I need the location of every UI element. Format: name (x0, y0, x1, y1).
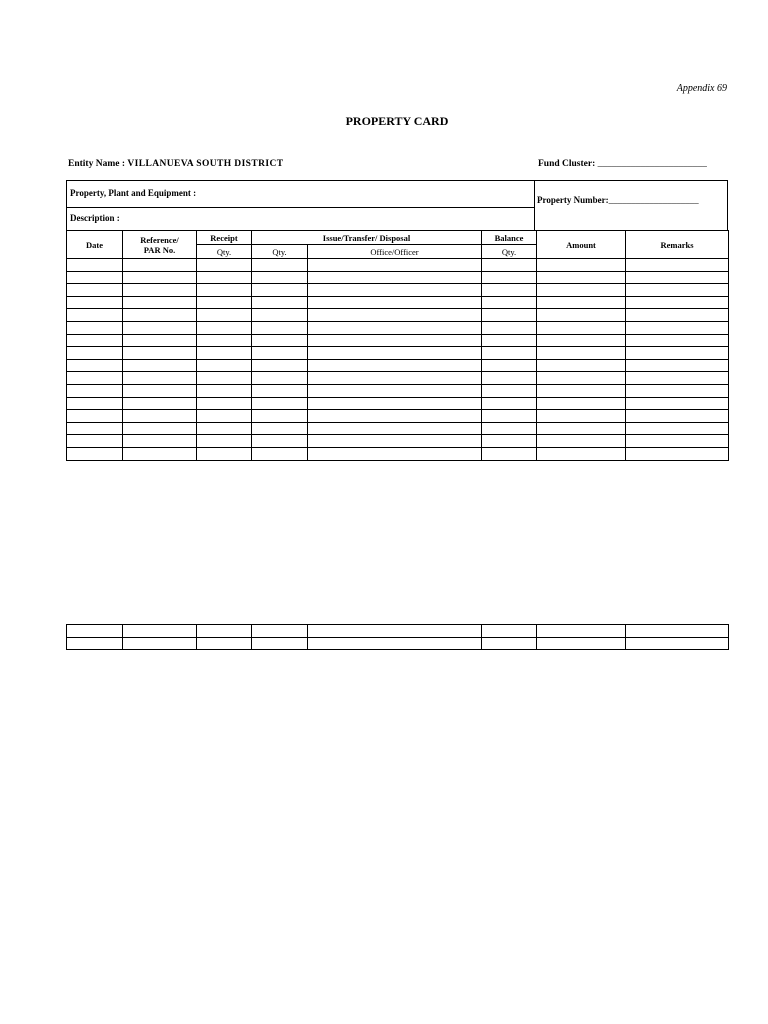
table-cell[interactable] (308, 410, 482, 423)
table-cell[interactable] (308, 435, 482, 448)
table-cell[interactable] (482, 637, 537, 650)
table-cell[interactable] (626, 410, 729, 423)
table-cell[interactable] (123, 359, 197, 372)
table-cell[interactable] (67, 410, 123, 423)
table-cell[interactable] (626, 435, 729, 448)
table-cell[interactable] (123, 334, 197, 347)
table-row (67, 435, 729, 448)
table-cell[interactable] (537, 321, 626, 334)
table-cell[interactable] (197, 259, 252, 272)
table-cell[interactable] (626, 347, 729, 360)
table-cell[interactable] (626, 397, 729, 410)
table-cell[interactable] (482, 625, 537, 638)
footer-table (66, 624, 729, 650)
table-cell[interactable] (197, 359, 252, 372)
table-cell[interactable] (537, 259, 626, 272)
table-cell[interactable] (67, 422, 123, 435)
table-cell[interactable] (123, 384, 197, 397)
table-cell[interactable] (482, 334, 537, 347)
table-cell[interactable] (197, 410, 252, 423)
table-cell[interactable] (67, 259, 123, 272)
table-cell[interactable] (626, 309, 729, 322)
table-body (67, 259, 729, 461)
table-cell[interactable] (626, 447, 729, 460)
col-amount: Amount (537, 231, 626, 259)
table-row (67, 359, 729, 372)
table-cell[interactable] (197, 284, 252, 297)
header-left (67, 181, 535, 230)
table-cell[interactable] (308, 397, 482, 410)
table-cell[interactable] (67, 625, 123, 638)
table-cell[interactable] (123, 321, 197, 334)
table-cell[interactable] (537, 422, 626, 435)
table-row (67, 397, 729, 410)
table-cell[interactable] (537, 447, 626, 460)
fund-cluster-label: Fund Cluster: (538, 159, 596, 169)
table-row (67, 637, 729, 650)
property-table (66, 230, 729, 461)
entity-name-value: VILLANUEVA SOUTH DISTRICT (127, 159, 284, 169)
table-row (67, 296, 729, 309)
table-cell[interactable] (626, 625, 729, 638)
table-row (67, 625, 729, 638)
table-row (67, 334, 729, 347)
table-cell[interactable] (123, 296, 197, 309)
table-row (67, 447, 729, 460)
table-cell[interactable] (482, 321, 537, 334)
table-cell[interactable] (123, 637, 197, 650)
table-cell[interactable] (482, 422, 537, 435)
table-cell[interactable] (308, 625, 482, 638)
table-cell[interactable] (252, 422, 308, 435)
page-title: PROPERTY CARD (345, 114, 449, 128)
ppe-label: Property, Plant and Equipment : (67, 181, 534, 208)
table-cell[interactable] (67, 321, 123, 334)
table-cell[interactable] (537, 334, 626, 347)
table-cell[interactable] (123, 259, 197, 272)
col-issue-qty: Qty. (252, 245, 308, 259)
col-reference (123, 231, 197, 259)
table-cell[interactable] (67, 435, 123, 448)
entity-name-label: Entity Name : (68, 159, 125, 169)
table-cell[interactable] (308, 637, 482, 650)
table-cell[interactable] (197, 271, 252, 284)
table-cell[interactable] (252, 296, 308, 309)
table-cell[interactable] (252, 397, 308, 410)
table-cell[interactable] (537, 347, 626, 360)
table-cell[interactable] (252, 410, 308, 423)
table-cell[interactable] (537, 625, 626, 638)
table-cell[interactable] (67, 334, 123, 347)
table-cell[interactable] (626, 259, 729, 272)
table-cell[interactable] (67, 271, 123, 284)
table-cell[interactable] (308, 422, 482, 435)
table-row (67, 347, 729, 360)
table-cell[interactable] (67, 284, 123, 297)
table-cell[interactable] (537, 359, 626, 372)
table-cell[interactable] (482, 384, 537, 397)
table-cell[interactable] (197, 372, 252, 385)
table-row (67, 384, 729, 397)
table-cell[interactable] (252, 625, 308, 638)
table-cell[interactable] (537, 384, 626, 397)
col-remarks: Remarks (626, 231, 729, 259)
table-cell[interactable] (482, 296, 537, 309)
table-cell[interactable] (67, 296, 123, 309)
table-cell[interactable] (252, 347, 308, 360)
table-cell[interactable] (197, 309, 252, 322)
table-cell[interactable] (308, 334, 482, 347)
table-cell[interactable] (482, 259, 537, 272)
table-cell[interactable] (252, 259, 308, 272)
table-cell[interactable] (626, 321, 729, 334)
table-cell[interactable] (537, 271, 626, 284)
table-cell[interactable] (482, 410, 537, 423)
table-cell[interactable] (123, 422, 197, 435)
table-cell[interactable] (626, 359, 729, 372)
table-cell[interactable] (67, 384, 123, 397)
table-cell[interactable] (308, 296, 482, 309)
table-cell[interactable] (252, 321, 308, 334)
table-cell[interactable] (197, 296, 252, 309)
property-number-label: Property Number: (537, 195, 609, 205)
table-cell[interactable] (252, 309, 308, 322)
table-cell[interactable] (67, 397, 123, 410)
table-cell[interactable] (626, 334, 729, 347)
table-cell[interactable] (537, 372, 626, 385)
col-receipt: Receipt (197, 231, 252, 245)
table-cell[interactable] (197, 334, 252, 347)
col-issue: Issue/Transfer/ Disposal (252, 231, 482, 245)
table-row (67, 309, 729, 322)
col-balance-qty: Qty. (482, 245, 537, 259)
table-cell[interactable] (482, 397, 537, 410)
table-cell[interactable] (252, 359, 308, 372)
table-cell[interactable] (482, 309, 537, 322)
table-cell[interactable] (537, 397, 626, 410)
table-cell[interactable] (197, 435, 252, 448)
table-cell[interactable] (123, 347, 197, 360)
table-cell[interactable] (197, 637, 252, 650)
table-cell[interactable] (537, 435, 626, 448)
table-cell[interactable] (537, 410, 626, 423)
table-cell[interactable] (197, 321, 252, 334)
table-cell[interactable] (123, 397, 197, 410)
table-cell[interactable] (252, 271, 308, 284)
table-cell[interactable] (537, 284, 626, 297)
table-row (67, 271, 729, 284)
table-cell[interactable] (67, 637, 123, 650)
table-cell[interactable] (252, 284, 308, 297)
table-cell[interactable] (537, 637, 626, 650)
table-cell[interactable] (197, 625, 252, 638)
table-cell[interactable] (482, 447, 537, 460)
table-cell[interactable] (308, 259, 482, 272)
table-cell[interactable] (123, 447, 197, 460)
table-cell[interactable] (482, 271, 537, 284)
table-cell[interactable] (482, 347, 537, 360)
property-number-line: ____________________ (608, 195, 699, 205)
table-cell[interactable] (308, 372, 482, 385)
table-cell[interactable] (252, 372, 308, 385)
table-cell[interactable] (482, 435, 537, 448)
table-cell[interactable] (197, 397, 252, 410)
table-row (67, 321, 729, 334)
table-cell[interactable] (626, 637, 729, 650)
table-cell[interactable] (67, 359, 123, 372)
entity-name-field (68, 159, 283, 169)
table-cell[interactable] (308, 284, 482, 297)
table-cell[interactable] (482, 359, 537, 372)
col-office-officer: Office/Officer (308, 245, 482, 259)
table-cell[interactable] (123, 372, 197, 385)
table-cell[interactable] (252, 384, 308, 397)
table-cell[interactable] (308, 309, 482, 322)
table-cell[interactable] (308, 347, 482, 360)
table-cell[interactable] (626, 384, 729, 397)
table-cell[interactable] (123, 625, 197, 638)
table-row (67, 284, 729, 297)
table-cell[interactable] (537, 309, 626, 322)
table-cell[interactable] (308, 271, 482, 284)
col-reference-line1: Reference/ (140, 234, 179, 245)
table-cell[interactable] (123, 435, 197, 448)
col-date: Date (67, 231, 123, 259)
table-cell[interactable] (67, 447, 123, 460)
table-cell[interactable] (67, 372, 123, 385)
table-cell[interactable] (252, 447, 308, 460)
table-cell[interactable] (252, 334, 308, 347)
col-balance: Balance (482, 231, 537, 245)
table-cell[interactable] (626, 372, 729, 385)
table-cell[interactable] (626, 271, 729, 284)
table-cell[interactable] (197, 347, 252, 360)
col-receipt-qty: Qty. (197, 245, 252, 259)
table-row (67, 410, 729, 423)
table-cell[interactable] (626, 296, 729, 309)
fund-cluster-field (538, 159, 707, 169)
table-cell[interactable] (197, 384, 252, 397)
table-cell[interactable] (123, 410, 197, 423)
footer-table-body (67, 625, 729, 650)
header-box (66, 180, 728, 230)
table-cell[interactable] (482, 284, 537, 297)
table-cell[interactable] (123, 284, 197, 297)
table-cell[interactable] (308, 384, 482, 397)
fund-cluster-line: _______________________ (597, 159, 707, 169)
table-cell[interactable] (67, 347, 123, 360)
table-header-row-1 (67, 231, 729, 245)
table-cell[interactable] (123, 271, 197, 284)
table-cell[interactable] (252, 637, 308, 650)
table-cell[interactable] (123, 309, 197, 322)
table-row (67, 372, 729, 385)
table-row (67, 422, 729, 435)
property-number-field (537, 195, 699, 205)
table-cell[interactable] (626, 284, 729, 297)
table-cell[interactable] (197, 422, 252, 435)
description-label: Description : (70, 213, 120, 223)
table-cell[interactable] (482, 372, 537, 385)
table-cell[interactable] (197, 447, 252, 460)
col-reference-line2: PAR No. (143, 244, 176, 255)
table-cell[interactable] (626, 422, 729, 435)
table-cell[interactable] (537, 296, 626, 309)
table-cell[interactable] (67, 309, 123, 322)
table-cell[interactable] (308, 447, 482, 460)
table-cell[interactable] (252, 435, 308, 448)
table-row (67, 259, 729, 272)
appendix-label: Appendix 69 (676, 83, 727, 94)
table-cell[interactable] (308, 359, 482, 372)
table-cell[interactable] (308, 321, 482, 334)
